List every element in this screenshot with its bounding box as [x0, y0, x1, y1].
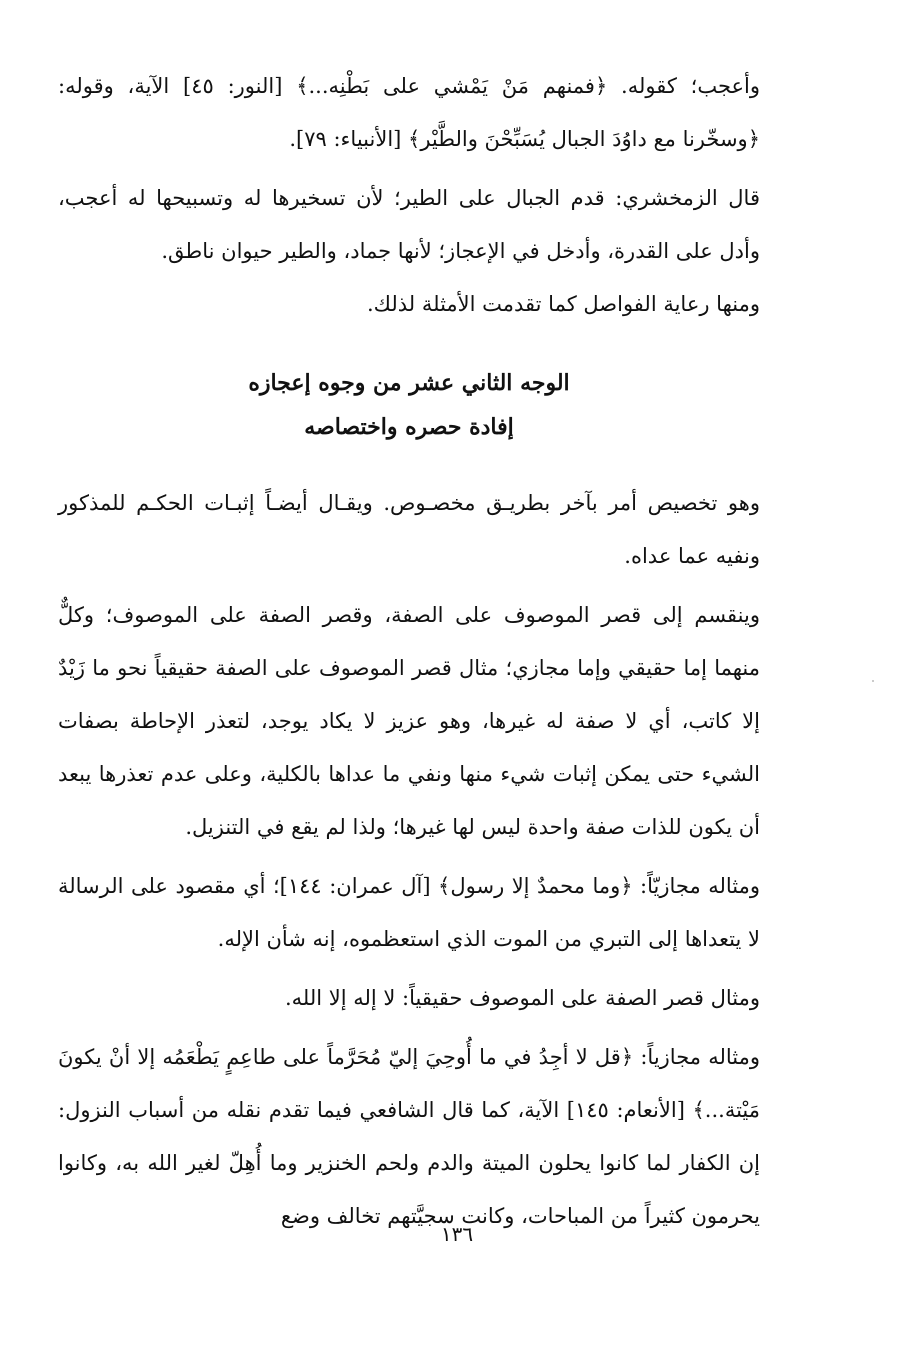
- paragraph-zamakhshari: قال الزمخشري: قدم الجبال على الطير؛ لأن تسخيرها له وتسبيحها له أعجب، وأدل على القدرة، وأدخل في الإعجاز؛ لأنها جماد، والطير حيوان ناطق.: [58, 186, 760, 263]
- paragraph-verses-continued: وأعجب؛ كقوله. ﴿فمنهم مَنْ يَمْشي على بَطْنِه...﴾ [النور: ٤٥] الآية، وقوله: ﴿وسخّرنا مع داوُدَ الجبال يُسَبِّحْنَ والطَّيْر﴾ [الأنبياء: ٧٩].: [58, 74, 761, 151]
- paragraph-definition: وهو تخصيص أمر بآخر بطريـق مخصـوص. ويقـال أيضـاً إثبـات الحكـم للمذكور ونفيه عما عداه.: [58, 491, 760, 568]
- scan-speck: [872, 680, 874, 682]
- paragraph-fawasil: ومنها رعاية الفواصل كما تقدمت الأمثلة لذلك.: [366, 292, 760, 316]
- paragraph-majazi-example: ومثاله مجازيّاً: ﴿وما محمدٌ إلا رسول﴾ [آل عمران: ١٤٤]؛ أي مقصود على الرسالة لا يتعداها إلى التبري من الموت الذي استعظموه، إنه شأن الإله.: [58, 874, 760, 951]
- page-number: ١٣٦: [440, 1222, 474, 1246]
- section-heading: الوجه الثاني عشر من وجوه إعجازه: [248, 370, 570, 396]
- paragraph-haqiqi-sifa: ومثال قصر الصفة على الموصوف حقيقياً: لا إله إلا الله.: [284, 986, 760, 1010]
- paragraph-majazi-sifa: ومثاله مجازياً: ﴿قل لا أجِدُ في ما أُوحِيَ إليّ مُحَرَّماً على طاعِمٍ يَطْعَمُه إلا أنْ يكونَ مَيْتة...﴾ [الأنعام: ١٤٥] الآية، كما قال الشافعي فيما تقدم نقله من أسباب النزول: إن الكفار لما كانوا يحلون الميتة والدم ولحم الخنزير وما أُهِلّ لغير الله به، وكانوا يحرمون كثيراً من المباحات، وكانت سجيَّتهم تخالف وضع: [58, 1045, 760, 1228]
- paragraph-division: وينقسم إلى قصر الموصوف على الصفة، وقصر الصفة على الموصوف؛ وكلٌّ منهما إما حقيقي وإما مجازي؛ مثال قصر الموصوف على الصفة حقيقياً نحو ما زَيْدٌ إلا كاتب، أي لا صفة له غيرها، وهو عزيز لا يكاد يوجد، لتعذر الإحاطة بصفات الشيء حتى يمكن إثبات شيء منها ونفي ما عداها بالكلية، وعلى عدم تعذرها يبعد أن يكون للذات صفة واحدة ليس لها غيرها؛ ولذا لم يقع في التنزيل.: [58, 603, 760, 839]
- page-body: [58, 60, 760, 1243]
- section-subheading: إفادة حصره واختصاصه: [304, 414, 514, 440]
